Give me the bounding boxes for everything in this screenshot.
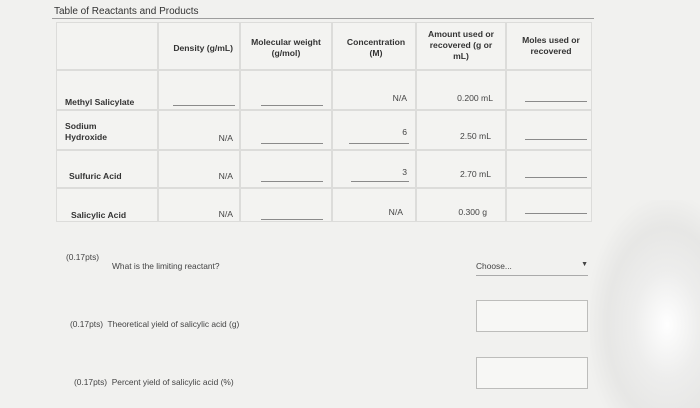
moles-input-blank[interactable] [525,101,587,102]
concentration-input-blank[interactable] [349,143,409,144]
density-value: N/A [218,209,233,219]
row-sulfuric-acid-concentration [332,150,416,188]
concentration-input-blank[interactable] [351,181,409,182]
header-amount [416,22,506,70]
moles-input-blank[interactable] [525,177,587,178]
row-methyl-salicylate-density [158,70,240,110]
header-concentration-label: Concentration (M) [346,37,406,58]
density-value: N/A [218,133,233,143]
row-salicylic-acid-moles [506,188,592,222]
amount-value: 2.50 mL [459,131,491,141]
header-moles-label: Moles used or recovered [522,35,580,56]
row-methyl-salicylate-label-cell [56,70,158,110]
row-sodium-hydroxide-label-cell [56,110,158,150]
row-label: Salicylic Acid [71,210,127,220]
molecular-weight-input-blank[interactable] [261,219,323,220]
amount-value: 2.70 mL [459,169,491,179]
row-label: Sulfuric Acid [69,171,122,181]
row-methyl-salicylate-amount [416,70,506,110]
row-sodium-hydroxide-mw [240,110,332,150]
screen-glare [590,200,700,408]
concentration-value: N/A [388,207,403,217]
row-salicylic-acid-mw [240,188,332,222]
title-divider [52,18,594,19]
density-input-blank[interactable] [173,105,235,106]
molecular-weight-input-blank[interactable] [261,181,323,182]
header-density [158,22,240,70]
row-salicylic-acid-concentration [332,188,416,222]
row-salicylic-acid-label-cell [56,188,158,222]
header-amount-label: Amount used or recovered (g or mL) [428,29,494,61]
header-molecular-weight-label: Molecular weight (g/mol) [251,37,321,58]
percent-yield-input[interactable] [476,357,588,389]
row-label: Sodium Hydroxide [65,121,108,142]
molecular-weight-input-blank[interactable] [261,143,323,144]
amount-value: 0.200 mL [457,93,493,103]
concentration-value: 3 [402,167,407,177]
row-salicylic-acid-density [158,188,240,222]
row-methyl-salicylate-mw [240,70,332,110]
concentration-value: N/A [392,93,407,103]
header-density-label: Density (g/mL) [173,43,233,53]
density-value: N/A [218,171,233,181]
row-salicylic-acid-amount [416,188,506,222]
row-sulfuric-acid-density [158,150,240,188]
row-sodium-hydroxide-amount [416,110,506,150]
row-sulfuric-acid-amount [416,150,506,188]
amount-value: 0.300 g [458,207,487,217]
row-sulfuric-acid-moles [506,150,592,188]
select-value: Choose... [476,261,512,271]
percent-yield-question: (0.17pts) Percent yield of salicylic acid (%) [74,377,234,387]
moles-input-blank[interactable] [525,139,587,140]
moles-input-blank[interactable] [525,213,587,214]
header-row-label-cell [56,22,158,70]
header-molecular-weight [240,22,332,70]
row-sulfuric-acid-label-cell [56,150,158,188]
table-title: Table of Reactants and Products [54,6,199,17]
header-concentration [332,22,416,70]
row-sodium-hydroxide-concentration [332,110,416,150]
row-label: Methyl Salicylate [65,97,135,107]
row-sodium-hydroxide-moles [506,110,592,150]
row-sulfuric-acid-mw [240,150,332,188]
row-methyl-salicylate-moles [506,70,592,110]
limiting-reactant-select[interactable] [476,256,588,276]
theoretical-yield-input[interactable] [476,300,588,332]
limiting-reactant-points: (0.17pts) [66,252,100,262]
concentration-value: 6 [402,127,407,137]
theoretical-yield-question: (0.17pts) Theoretical yield of salicylic acid (g) [70,319,240,329]
chevron-down-icon: ▼ [581,261,588,268]
row-methyl-salicylate-concentration [332,70,416,110]
row-sodium-hydroxide-density [158,110,240,150]
reactants-table [56,22,592,222]
header-moles [506,22,592,70]
molecular-weight-input-blank[interactable] [261,105,323,106]
limiting-reactant-question: What is the limiting reactant? [112,261,220,271]
